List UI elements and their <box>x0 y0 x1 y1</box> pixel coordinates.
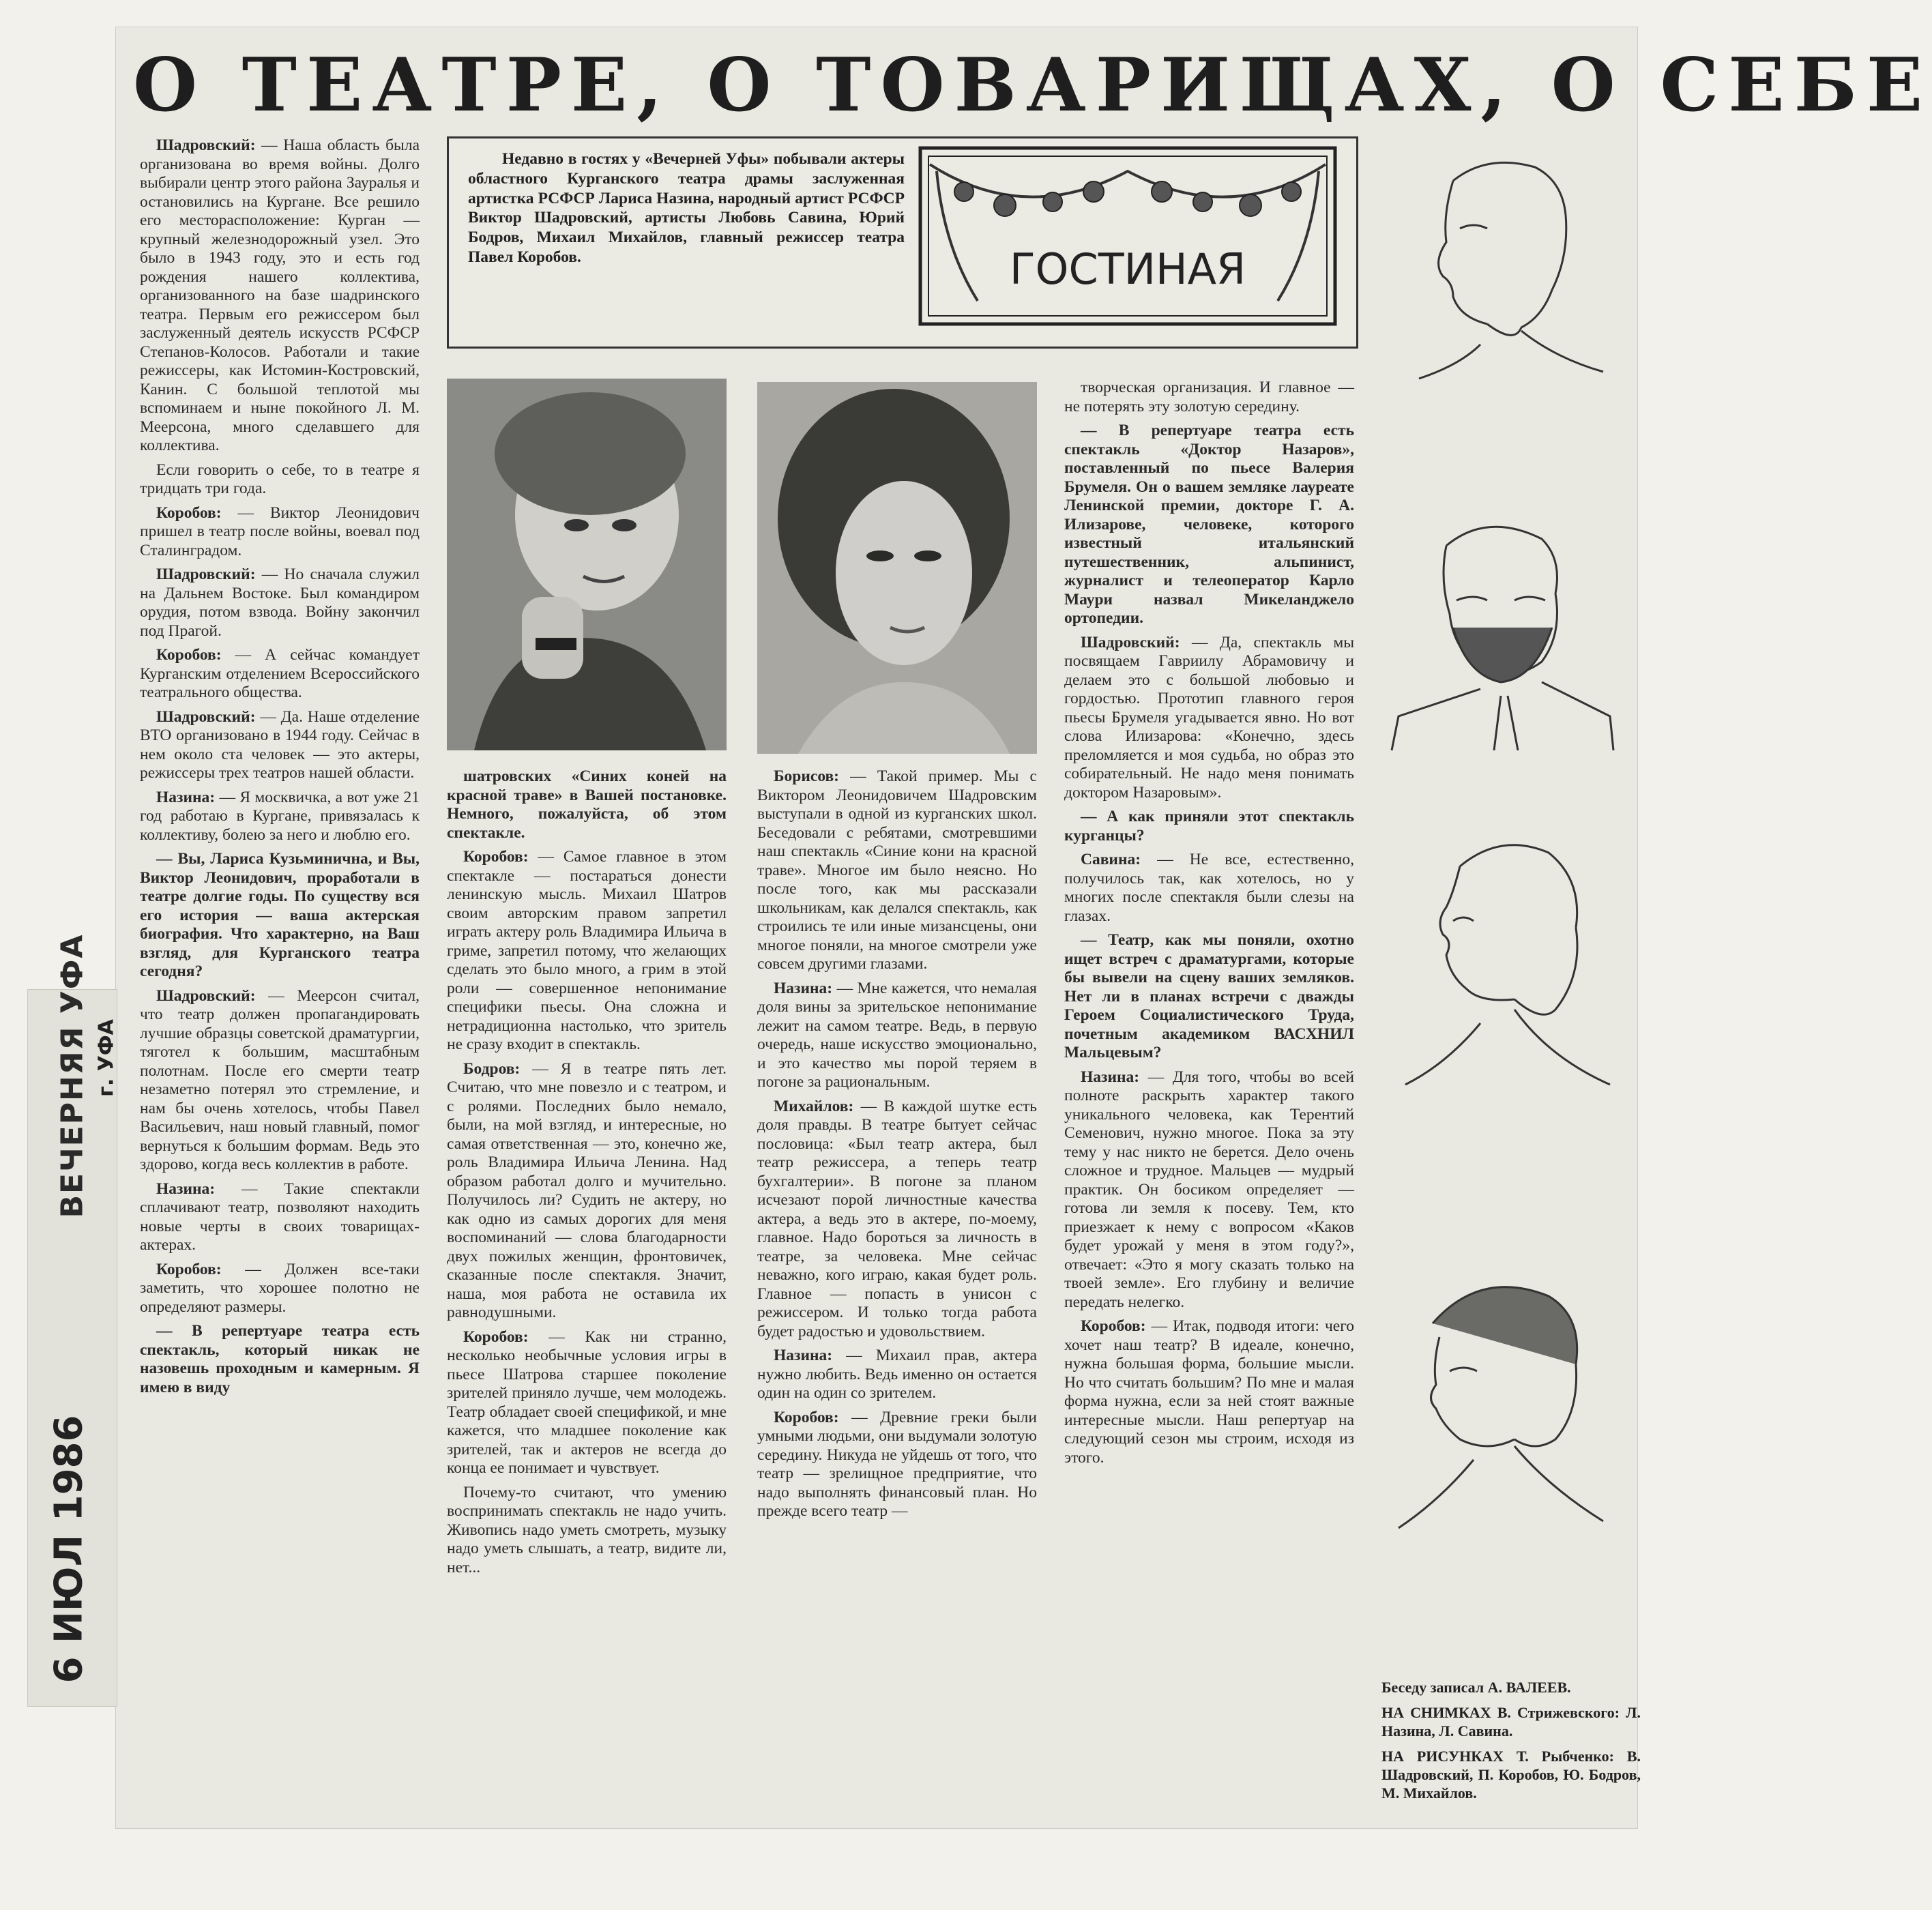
paragraph-text: — Вы, Лариса Кузьминична, и Вы, Виктор Леонидович, проработали в театре долгие годы. По существу вся его история — ваша актерская биография. Что характерно, на Ваш взгляд, для Курганского театра сегодня? <box>140 850 420 980</box>
speaker-name: Коробов: <box>774 1408 839 1426</box>
paragraph <box>1064 931 1354 1063</box>
paragraph-text: — Для того, чтобы во всей полноте раскрыть характер такого уникального человека, как Терентий Семенович, нужно многое. Пока за эту тему у нас никто не берется. Дело очень сложное и трудное. Мальцев — мудрый практик. Он босиком определяет — готова ли земля к посеву. Тем, кто приезжает к нему с вопросом «Каков будет урожай у меня в этом году?», отвечает: «Это я могу сказать только на твоей земле». Его глубину и величие передать нелегко. <box>1064 1068 1354 1311</box>
speaker-name: Назина: <box>1081 1068 1140 1086</box>
speaker-name: Шадровский: <box>156 986 256 1005</box>
photo-nazina <box>447 379 727 750</box>
paragraph <box>1064 808 1354 845</box>
paragraph-text: — Да, спектакль мы посвящаем Гавриилу Абрамовичу и делаем это с большой любовью и гордостью. Прототип главного героя пьесы Брумеля угадывается явно. Но вот слова Илизарова: «Конечно, здесь преломляется и моя судьба, но образ это собирательный. Не надо меня понимать доктором Назаровым». <box>1064 633 1354 802</box>
paragraph <box>447 1060 727 1323</box>
paragraph-text: — Как ни странно, несколько необычные условия игры в пьесе Шатрова старшее поколение зрителей приняло лучше, чем молодежь. Театр обладает своей спецификой, и мне кажется, что младшее поколение как зрителей, так и актеров не всегда до конца ее понимает и чувствует. <box>447 1327 727 1477</box>
paragraph-text: — Древние греки были умными людьми, они выдумали золотую середину. Никуда не уйдешь от того, что театр — зрелищное предприятие, что надо выполнять финансовый план. Но прежде всего театр — <box>757 1408 1037 1520</box>
paragraph-text: — Я в театре пять лет. Считаю, что мне повезло и с театром, и с ролями. Последних было немало, были, на мой взгляд, и интересные, но самая ответственная — это, конечно же, роль Владимира Ильича Ленина. Над образом работал долго и мучительно. Получилось ли? Судить не актеру, но как одно из самых дорогих для меня воспоминаний — слова благодарности двух пожилых женщин, фронтовичек, сказанные после спектакля. Значит, наша, моя работа не оставила их равнодушными. <box>447 1059 727 1321</box>
paragraph-text: — Такие спектакли сплачивают театр, позволяют находить новые черты в своих товарищах-актерах. <box>140 1179 420 1254</box>
speaker-name: Коробов: <box>463 1327 529 1346</box>
paragraph <box>140 708 420 783</box>
paragraph-text: — Самое главное в этом спектакле — постараться донести ленинскую мысль. Михаил Шатров своим авторским правом запретил играть актеру роль Владимира Ильича в гриме, запретил потому, что желающих сделать это было много, а грим в этой роли — совершенное непонимание специфики пьесы. Она сложна и нетрадиционна настолько, что зритель не сразу входит в спектакль. <box>447 848 727 1053</box>
speaker-name: Шадровский: <box>156 136 256 154</box>
stamp-city: г. УФА <box>94 1019 119 1097</box>
paragraph-text: Почему-то считают, что умению воспринимать спектакль не надо учить. Живопись надо уметь смотреть, музыку надо уметь слышать, а театр, видите ли, нет... <box>447 1483 727 1576</box>
stamp-date: 6 ИЮЛ 1986 <box>46 1415 91 1684</box>
paragraph <box>140 850 420 982</box>
paragraph <box>140 1322 420 1397</box>
rubric-emblem <box>916 144 1339 328</box>
credit-photos: НА СНИМКАХ В. Стрижевского: Л. Назина, Л. Савина. <box>1381 1704 1641 1739</box>
speaker-name: Коробов: <box>156 1260 222 1278</box>
speaker-name: Савина: <box>1081 851 1141 868</box>
intro-box <box>447 136 1358 349</box>
paragraph-text: шатровских «Синих коней на красной траве» в Вашей постановке. Немного, пожалуйста, об этом спектакле. <box>447 767 727 842</box>
stamp-city-box <box>93 1010 120 1106</box>
paragraph-text: — Не все, естественно, получилось так, как хотелось, но у многих после спектакля были слезы на глазах. <box>1064 851 1354 925</box>
text-column-3 <box>757 767 1037 1818</box>
paragraph <box>757 980 1037 1092</box>
paragraph <box>757 767 1037 974</box>
speaker-name: Назина: <box>774 1347 833 1364</box>
speaker-name: Коробов: <box>156 646 222 664</box>
credits <box>1381 1678 1641 1828</box>
speaker-name: Коробов: <box>156 503 222 522</box>
stamp-newspaper-title: ВЕЧЕРНЯЯ УФА <box>55 933 90 1218</box>
speaker-name: Коробов: <box>1081 1317 1146 1335</box>
paragraph-text: — В каждой шутке есть доля правды. В театре бытует сейчас пословица: «Был театр актера, был театр режиссера, а теперь театр бухгалтерии». В погоне за планом исчезают порой личностные качества актера, а ведь это в актере, по-моему, главное. Надо бороться за личность в театре, за человека. Мне сейчас неважно, кого играю, какая будет роль. Главное — попасть в унисон с режиссером. И только тогда работа будет радостью и удовольствием. <box>757 1097 1038 1340</box>
speaker-name: Шадровский: <box>156 565 256 583</box>
paragraph <box>140 504 420 561</box>
paragraph <box>1064 422 1354 628</box>
paragraph <box>140 789 420 845</box>
speaker-name: Назина: <box>774 979 833 997</box>
paragraph <box>1064 851 1354 926</box>
paragraph <box>140 565 420 641</box>
speaker-name: Бодров: <box>463 1059 521 1078</box>
text-column-1 <box>140 136 420 1804</box>
paragraph <box>757 1409 1037 1521</box>
paragraph-text: — А сейчас командует Курганским отделением Всероссийского театрального общества. <box>140 646 420 701</box>
paragraph <box>1064 1068 1354 1312</box>
paragraph <box>140 646 420 703</box>
paragraph-text: — Я москвичка, а вот уже 21 год работаю в Кургане, привязалась к коллективу, болею за него и люблю его. <box>140 788 420 844</box>
stamp-date-box <box>42 1372 96 1727</box>
paragraph <box>140 461 420 499</box>
paragraph <box>447 1328 727 1478</box>
paragraph-text: — Театр, как мы поняли, охотно ищет встреч с драматургами, которые бы вывели на сцену ваших земляков. Нет ли в планах встречи с дважды Героем Социалистического Труда, почетным академиком ВАСХНИЛ Мальцевым? <box>1064 931 1354 1061</box>
paragraph-text: — Наша область была организована во время войны. Долго выбирали центр этого района Зауралья и остановились на Кургане. Все решило его месторасположение: Курган — крупный железнодорожный узел. Это было в 1943 году, это и есть год рождения нашего коллектива, организованного на базе шадринского театра. Первым его режиссером был заслуженный деятель искусств РСФСР Степанов-Колосов. Работали и такие режиссеры, как Истомин-Костровский, Канин. С большой теплотой мы вспоминаем и ныне покойного Л. М. Меерсона, много сделавшего для коллектива. <box>140 136 420 454</box>
sketch-portrait-3 <box>1378 819 1617 1091</box>
paragraph-text: — Итак, подводя итоги: чего хочет наш театр? В идеале, конечно, нужна большая форма, большие мысли. Но что считать большим? По мне и малая форма нужна, если за ней стоят важные интересные мысли. Наш репертуар на следующий сезон мы строим, исходя из этого. <box>1064 1317 1354 1467</box>
speaker-name: Назина: <box>156 788 216 806</box>
paragraph-text: — В репертуаре театра есть спектакль «Доктор Назаров», поставленный по пьесе Валерия Брумеля. Он о вашем земляке лауреате Ленинской премии, докторе Г. А. Илизарове, человеке, которого известный итальянский путешественник, альпинист, журналист и телеоператор Карло Маури назвал Микеланджело ортопедии. <box>1064 422 1354 627</box>
paragraph-text: творческая организация. И главное — не потерять эту золотую середину. <box>1064 379 1354 415</box>
speaker-name: Шадровский: <box>156 707 256 726</box>
paragraph <box>140 1180 420 1255</box>
paragraph <box>447 848 727 1055</box>
paragraph <box>1064 379 1354 416</box>
paragraph <box>1064 1317 1354 1467</box>
paragraph <box>140 1261 420 1317</box>
paragraph-text: — Виктор Леонидович пришел в театр после войны, воевал под Сталинградом. <box>140 503 420 559</box>
rubric-title: ГОСТИНАЯ <box>1009 244 1246 294</box>
sketch-portrait-2 <box>1385 498 1617 750</box>
text-column-2 <box>447 767 727 1818</box>
paragraph <box>757 1098 1037 1342</box>
paragraph <box>757 1347 1037 1403</box>
paragraph <box>447 767 727 842</box>
paragraph-text: — В репертуаре театра есть спектакль, который никак не назовешь проходным и камерным. Я имею в виду <box>140 1322 420 1396</box>
paragraph-text: — Такой пример. Мы с Виктором Леонидовичем Шадровским выступали в одной из курганских школ. Беседовали с ребятами, смотревшими наш спектакль «Синие кони на красной траве». Многое им было неясно. Но после того, как мы рассказали школьникам, как делался спектакль, как строились те или иные мизансцены, они многое поняли, на многое смотрели уже совсем другими глазами. <box>757 767 1037 973</box>
sketch-portrait-1 <box>1378 140 1624 385</box>
speaker-name: Михайлов: <box>774 1097 854 1115</box>
speaker-name: Борисов: <box>774 767 840 785</box>
sketch-portrait-4 <box>1385 1262 1617 1535</box>
paragraph-text: — Но сначала служил на Дальнем Востоке. Был командиром орудия, потом взвода. Войну закончил под Прагой. <box>140 565 420 640</box>
paragraph-text: — А как приняли этот спектакль курганцы? <box>1064 808 1354 844</box>
newspaper-stamp <box>27 933 119 1707</box>
paragraph-text: — Да. Наше отделение ВТО организовано в 1944 году. Сейчас в нем около ста человек — это актеры, режиссеры трех театров нашей области. <box>140 707 420 782</box>
headline: О ТЕАТРЕ, О ТОВАРИЩАХ, О СЕБЕ <box>133 42 1932 128</box>
credit-recorded: Беседу записал А. ВАЛЕЕВ. <box>1381 1679 1571 1696</box>
text-column-4 <box>1064 379 1354 1804</box>
speaker-name: Шадровский: <box>1081 633 1180 651</box>
speaker-name: Назина: <box>156 1179 216 1198</box>
paragraph-text: — Должен все-таки заметить, что хорошее полотно не определяют размеры. <box>140 1260 420 1316</box>
intro-text: Недавно в гостях у «Вечерней Уфы» побывали актеры областного Курганского театра драмы заслуженная артистка РСФСР Лариса Назина, народный артист РСФСР Виктор Шадровский, артисты Любовь Савина, Юрий Бодров, Михаил Михайлов, главный режиссер театра Павел Коробов. <box>468 150 905 266</box>
credit-drawings: НА РИСУНКАХ Т. Рыбченко: В. Шадровский, П. Коробов, Ю. Бодров, М. Михайлов. <box>1381 1748 1641 1802</box>
speaker-name: Коробов: <box>463 848 529 866</box>
paragraph <box>447 1484 727 1578</box>
paragraph <box>1064 634 1354 803</box>
paragraph-text: Если говорить о себе, то в театре я тридцать три года. <box>140 460 420 497</box>
paragraph-text: — Мне кажется, что немалая доля вины за зрительское непонимание лежит на самом театре. Ведь, в первую очередь, наше искусство эмоционально, и это качество мы порой теряем в погоне за рациональным. <box>757 979 1037 1091</box>
paragraph <box>140 987 420 1175</box>
paragraph-text: — Михаил прав, актера нужно любить. Ведь именно он остается один на один со зрителем. <box>757 1347 1037 1402</box>
photo-savina <box>757 382 1037 754</box>
paragraph-text: — Меерсон считал, что театр должен пропагандировать лучшие образцы советской драматургии, тяготел к большим, масштабным полотнам. После его смерти театр незаметно потерял это стремление, и нам бы очень хотелось, чтобы Павел Васильевич, наш новый главный, помог вернуться к большим формам. Ведь это здорово, когда весь коллектив в работе. <box>140 986 420 1173</box>
paragraph <box>140 136 420 456</box>
